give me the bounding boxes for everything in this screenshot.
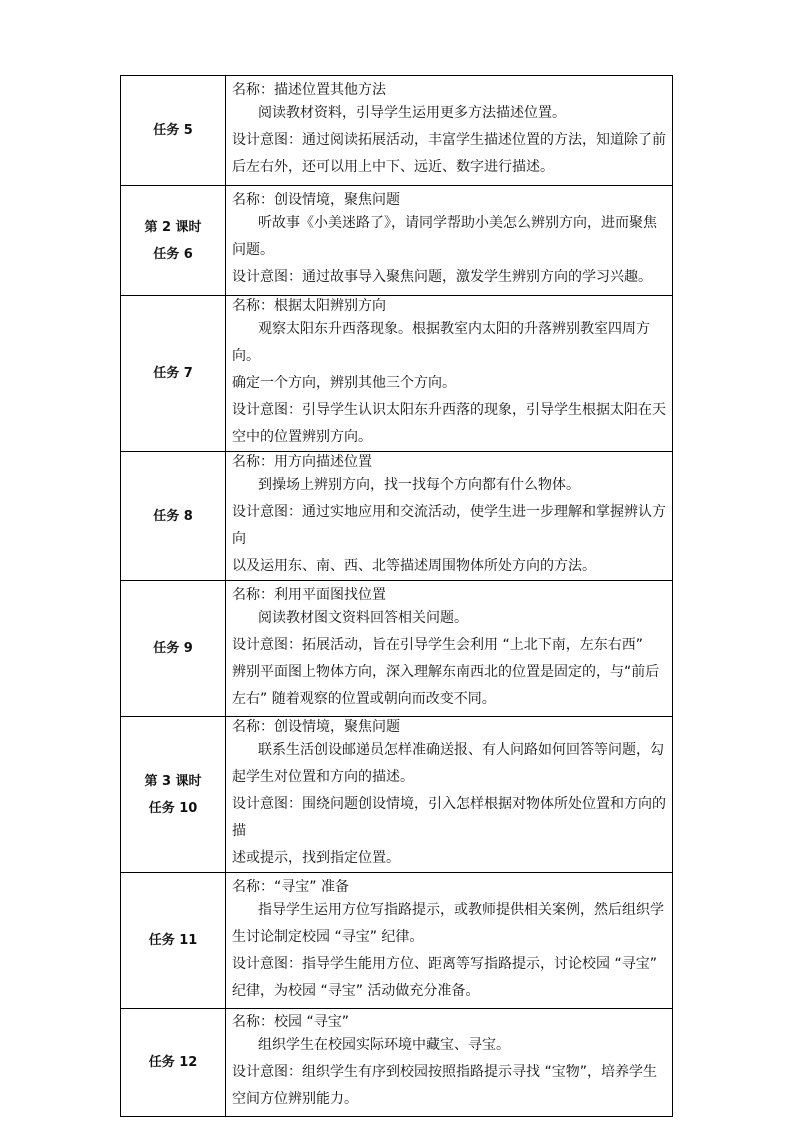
task-name: 名称：创设情境，聚焦问题 <box>232 719 400 735</box>
task-label: 第 2 课时 <box>144 219 202 235</box>
task-description: 阅读教材资料，引导学生运用更多方法描述位置。 <box>258 105 566 121</box>
task-label-cell <box>121 186 226 296</box>
task-design-intent: 设计意图：组织学生有序到校园按照指路提示寻找 “宝物”，培养学生 <box>232 1064 657 1080</box>
task-description: 起学生对位置和方向的描述。 <box>232 769 414 785</box>
task-label: 任务 7 <box>153 366 193 381</box>
task-description: 联系生活创设邮递员怎样准确送报、有人问路如何回答等问题，勾 <box>258 742 664 758</box>
task-design-intent: 空中的位置辨别方向。 <box>232 429 372 445</box>
task-design-intent: 空间方位辨别能力。 <box>232 1091 358 1107</box>
task-label-cell <box>121 76 226 186</box>
task-design-intent: 纪律，为校园 “寻宝” 活动做充分准备。 <box>232 982 480 999</box>
task-description: 指导学生运用方位写指路提示，或教师提供相关案例，然后组织学 <box>258 901 664 918</box>
task-row <box>121 296 673 452</box>
task-label: 第 3 课时 <box>144 773 202 789</box>
task-name: 名称：创设情境，聚焦问题 <box>232 192 400 208</box>
task-label-cell <box>121 873 226 1009</box>
task-design-intent: 辨别平面图上物体方向，深入理解东南西北的位置是固定的，与“前后 <box>232 663 660 680</box>
task-design-intent: 述或提示，找到指定位置。 <box>232 850 400 866</box>
task-label-cell <box>121 296 226 452</box>
table-body <box>121 76 673 1117</box>
task-label-cell <box>121 1009 226 1117</box>
task-description: 生讨论制定校园 “寻宝” 纪律。 <box>232 928 424 945</box>
task-label: 任务 12 <box>148 1055 198 1070</box>
task-label: 任务 6 <box>153 246 193 262</box>
task-content-cell <box>226 296 673 452</box>
task-description: 到操场上辨别方向，找一找每个方向都有什么物体。 <box>258 477 580 493</box>
task-row <box>121 581 673 717</box>
task-name: 名称：用方向描述位置 <box>232 454 372 470</box>
task-row <box>121 76 673 186</box>
task-label-cell <box>121 581 226 717</box>
task-design-intent: 后左右外，还可以用上中下、远近、数字进行描述。 <box>232 159 554 175</box>
task-label: 任务 5 <box>153 123 193 138</box>
task-description: 组织学生在校园实际环境中藏宝、寻宝。 <box>258 1037 510 1053</box>
task-description: 问题。 <box>232 242 274 258</box>
task-content-cell <box>226 873 673 1009</box>
task-row <box>121 1009 673 1117</box>
task-description: 阅读教材图文资料回答相关问题。 <box>258 609 468 626</box>
task-design-intent: 设计意图：通过阅读拓展活动，丰富学生描述位置的方法，知道除了前 <box>232 132 666 148</box>
task-label: 任务 9 <box>153 641 193 656</box>
task-content-cell <box>226 452 673 581</box>
task-label: 任务 11 <box>148 933 198 948</box>
task-label: 任务 10 <box>148 800 198 816</box>
task-design-intent: 设计意图：通过故事导入聚焦问题，激发学生辨别方向的学习兴趣。 <box>232 269 652 285</box>
task-design-intent: 设计意图：通过实地应用和交流活动，使学生进一步理解和掌握辨认方向 <box>232 504 666 547</box>
task-content-cell <box>226 186 673 296</box>
task-name: 名称：描述位置其他方法 <box>232 82 386 98</box>
task-design-intent: 左右” 随着观察的位置或朝向而改变不同。 <box>232 690 496 707</box>
task-label-cell <box>121 717 226 873</box>
task-content-cell <box>226 581 673 717</box>
task-label: 任务 8 <box>153 508 193 524</box>
task-content-cell <box>226 76 673 186</box>
task-label-cell <box>121 452 226 581</box>
task-content-cell <box>226 717 673 873</box>
task-design-intent: 设计意图：围绕问题创设情境，引入怎样根据对物体所处位置和方向的描 <box>232 796 666 839</box>
task-name: 名称：校园 “寻宝” <box>232 1014 349 1030</box>
task-design-intent: 设计意图：指导学生能用方位、距离等写指路提示，讨论校园 “寻宝” <box>232 955 657 972</box>
task-design-intent: 设计意图：拓展活动，旨在引导学生会利用 “上北下南，左东右西” <box>232 636 643 653</box>
task-row <box>121 717 673 873</box>
task-description: 观察太阳东升西落现象。根据教室内太阳的升落辨别教室四周方向。 <box>232 321 650 364</box>
task-design-intent: 以及运用东、南、西、北等描述周围物体所处方向的方法。 <box>232 558 596 574</box>
task-content-cell <box>226 1009 673 1117</box>
task-name: 名称：利用平面图找位置 <box>232 586 386 603</box>
task-row <box>121 186 673 296</box>
task-name: 名称：“寻宝” 准备 <box>232 878 349 895</box>
task-design-intent: 设计意图：引导学生认识太阳东升西落的现象，引导学生根据太阳在天 <box>232 402 666 418</box>
task-name: 名称：根据太阳辨别方向 <box>232 298 386 314</box>
task-description: 确定一个方向，辨别其他三个方向。 <box>232 375 456 391</box>
task-row <box>121 452 673 581</box>
task-description: 听故事《小美迷路了》，请同学帮助小美怎么辨别方向，进而聚焦 <box>258 215 657 231</box>
task-row <box>121 873 673 1009</box>
task-table <box>120 75 673 1117</box>
